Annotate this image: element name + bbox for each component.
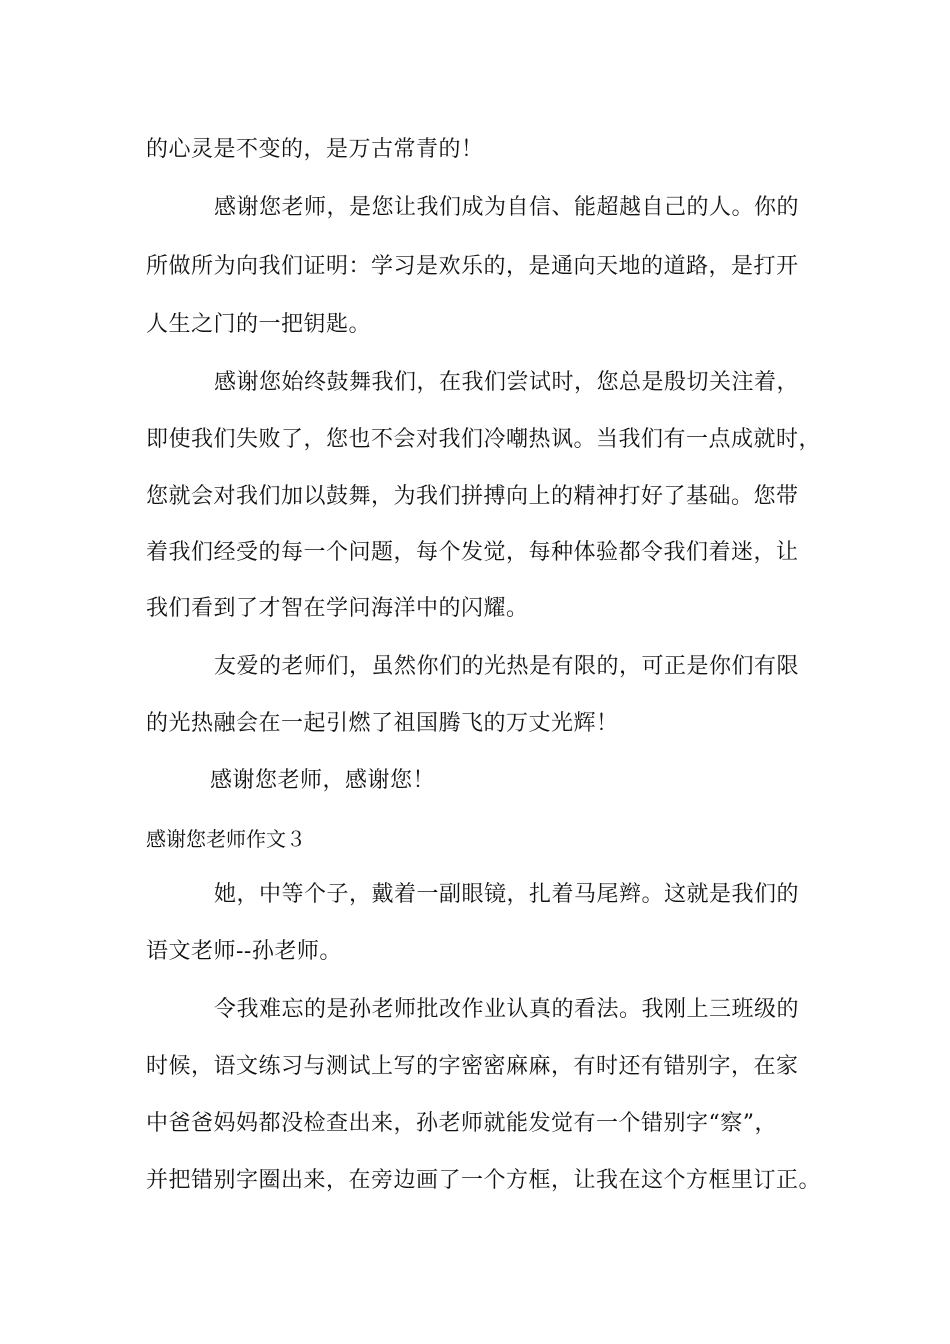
text-line: 着我们经受的每一个问题，每个发觉，每种体验都令我们着迷，让 — [146, 540, 799, 565]
text-line: 友爱的老师们，虽然你们的光热是有限的，可正是你们有限 — [214, 654, 800, 679]
text-line: 即使我们失败了，您也不会对我们冷嘲热讽。当我们有一点成就时， — [146, 427, 822, 452]
text-line: 的心灵是不变的，是万古常青的！ — [146, 137, 484, 162]
text-line: 感谢您老师，是您让我们成为自信、能超越自己的人。你的 — [214, 195, 800, 220]
text-line: 的光热融会在一起引燃了祖国腾飞的万丈光辉！ — [146, 711, 619, 736]
text-line: 中爸爸妈妈都没检查出来，孙老师就能发觉有一个错别字“察”， — [146, 1111, 777, 1136]
text-line: 她，中等个子，戴着一副眼镜，扎着马尾辫。这就是我们的 — [214, 882, 800, 907]
text-line: 语文老师--孙老师。 — [146, 939, 342, 964]
text-line: 感谢您老师，感谢您！ — [210, 768, 436, 793]
text-line: 人生之门的一把钥匙。 — [146, 312, 372, 337]
text-line: 感谢您始终鼓舞我们，在我们尝试时，您总是殷切关注着， — [214, 370, 800, 395]
text-line: 时候，语文练习与测试上写的字密密麻麻，有时还有错别字，在家 — [146, 1054, 799, 1079]
text-line: 您就会对我们加以鼓舞，为我们拼搏向上的精神打好了基础。您带 — [146, 484, 799, 509]
text-line: 我们看到了才智在学问海洋中的闪耀。 — [146, 596, 529, 621]
text-line: 并把错别字圈出来，在旁边画了一个方框，让我在这个方框里订正。 — [146, 1168, 822, 1193]
text-line: 令我难忘的是孙老师批改作业认真的看法。我刚上三班级的 — [214, 997, 800, 1022]
text-line: 所做所为向我们证明：学习是欢乐的，是通向天地的道路，是打开 — [146, 254, 799, 279]
section-heading: 感谢您老师作文３ — [146, 827, 306, 851]
